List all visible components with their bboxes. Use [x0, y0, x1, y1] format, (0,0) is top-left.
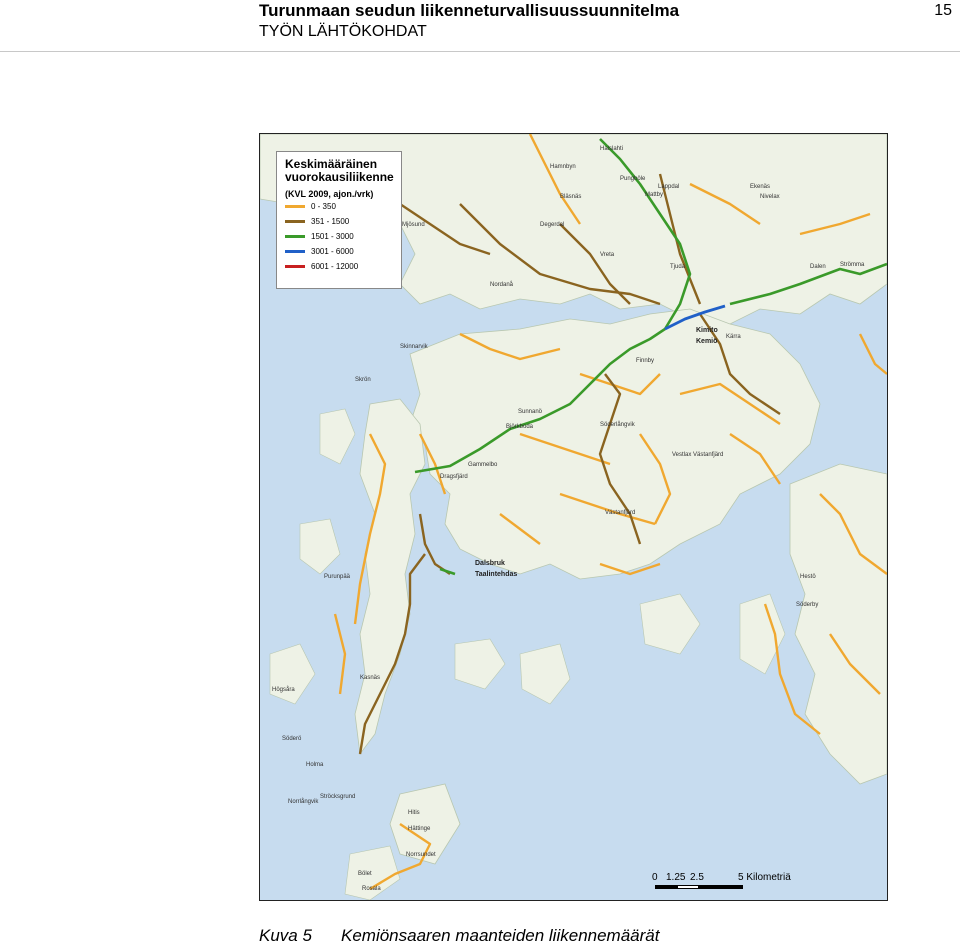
place-label: Hättinge [408, 826, 431, 832]
document-title: Turunmaan seudun liikenneturvallisuussuunnitelma [259, 1, 680, 20]
place-label: Nordanå [490, 282, 514, 288]
legend-swatch [285, 265, 305, 268]
legend-item-label: 351 - 1500 [311, 217, 350, 226]
place-label: Sunnanö [518, 409, 543, 415]
page-number: 15 [934, 2, 952, 19]
place-label: Bläsnäs [560, 194, 582, 200]
legend-title-line1: Keskimääräinen [285, 157, 378, 171]
place-label: Söderlångvik [600, 422, 635, 428]
place-label: Norrlångvik [288, 799, 319, 805]
map-scale-bar [652, 872, 792, 894]
legend-swatch [285, 250, 305, 253]
legend-item-label: 0 - 350 [311, 202, 336, 211]
legend-item-label: 6001 - 12000 [311, 262, 359, 271]
place-label: Rosala [362, 886, 381, 892]
place-label: Högsåra [272, 687, 295, 693]
place-label: Ekenäs [750, 184, 771, 190]
scale-segment [655, 885, 677, 889]
legend-item [285, 259, 393, 274]
legend-item [285, 229, 393, 244]
place-label: Hestö [800, 574, 816, 580]
place-label: Mjösund [402, 222, 425, 228]
scale-tick: 0 [652, 872, 658, 883]
place-label: Vreta [600, 252, 615, 258]
place-label: Holma [306, 762, 324, 768]
scale-segment [699, 885, 743, 889]
place-label: Söderö [282, 736, 302, 742]
traffic-volume-map [259, 133, 888, 901]
place-label: Söderby [796, 602, 819, 608]
scale-tick: 2.5 [690, 872, 704, 883]
place-label: Finnby [636, 358, 655, 364]
caption-text: Kemiönsaaren maanteiden liikennemäärät [341, 926, 660, 945]
figure-caption [259, 926, 659, 946]
place-label: Dalsbruk [475, 560, 505, 567]
header-divider [0, 51, 960, 52]
place-label: Mattby [645, 192, 664, 198]
legend-item [285, 214, 393, 229]
legend-item [285, 199, 393, 214]
place-label: Purunpää [324, 574, 351, 580]
place-label: Kasnäs [360, 675, 381, 681]
legend-item-label: 1501 - 3000 [311, 232, 354, 241]
place-label: Tjuda [670, 264, 686, 270]
place-label: Norrsundet [406, 852, 436, 858]
place-label: Skinnarvik [400, 344, 428, 350]
place-label: Lappdal [658, 184, 680, 190]
legend-title-line2: vuorokausiliikenne [285, 170, 394, 184]
legend-swatch [285, 220, 305, 223]
document-subtitle: TYÖN LÄHTÖKOHDAT [259, 23, 427, 40]
place-label: Pungböle [620, 176, 646, 182]
legend-item [285, 244, 393, 259]
scale-segment [677, 885, 699, 889]
place-label: Västanfjärd [605, 510, 636, 516]
legend-subtitle: (KVL 2009, ajon./vrk) [285, 189, 374, 199]
place-label: Gammelbo [468, 462, 498, 468]
place-label: Skrön [355, 377, 371, 383]
scale-tick: 1.25 [666, 872, 686, 883]
place-label: Hamnbyn [550, 164, 576, 170]
place-label: Kemiö [696, 338, 718, 345]
caption-label: Kuva 5 [259, 926, 312, 945]
legend-item-label: 3001 - 6000 [311, 247, 354, 256]
place-label: Bölet [358, 871, 372, 877]
place-label: Taalintehdas [475, 571, 518, 578]
place-label: Björkboda [506, 424, 534, 430]
place-label: Hitis [408, 810, 420, 816]
place-label: Strömma [840, 262, 865, 268]
place-label: Vestlax Västanfjärd [672, 452, 724, 458]
place-label: Ströcksgrund [320, 794, 356, 800]
legend-swatch [285, 205, 305, 208]
legend-swatch [285, 235, 305, 238]
place-label: Kimito [696, 327, 718, 334]
place-label: Nivelax [760, 194, 780, 200]
scale-tick: 5 Kilometriä [738, 872, 791, 883]
place-label: Dalen [810, 264, 826, 270]
map-legend [276, 151, 402, 289]
place-label: Halslahti [600, 146, 624, 152]
place-label: Kärra [726, 334, 741, 340]
place-label: Degerdal [540, 222, 565, 228]
place-label: Dragsfjärd [440, 474, 468, 480]
